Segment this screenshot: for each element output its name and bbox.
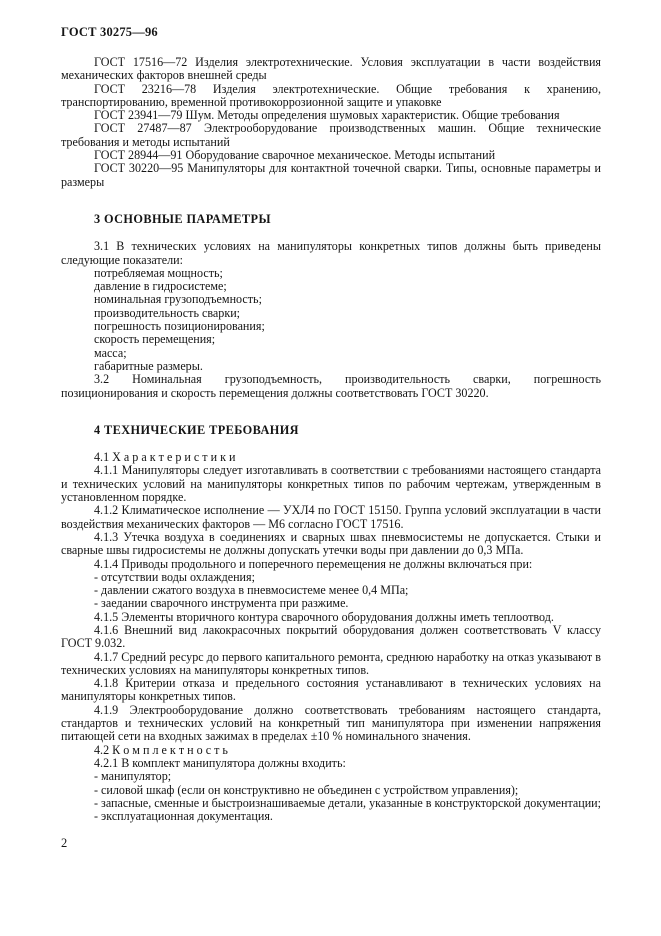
dash-list-item: - запасные, сменные и быстроизнашиваемые детали, указанные в конструкторской документации; xyxy=(94,795,602,810)
paragraph-3-2: 3.2 Номинальная грузоподъемность, производительность сварки, погрешность позиционирования и скорость перемещения должны соответствовать ГОСТ 30220. xyxy=(61,372,601,400)
section-4-heading: 4 ТЕХНИЧЕСКИЕ ТРЕБОВАНИЯ xyxy=(94,422,299,437)
dash-list-item: - отсутствии воды охлаждения; xyxy=(94,569,255,584)
dash-list-item: - манипулятор; xyxy=(94,769,172,784)
paragraph-4-1-5: 4.1.5 Элементы вторичного контура сварочного оборудования должны иметь теплоотвод. xyxy=(94,609,554,624)
dash-list-item: - заедании сварочного инструмента при разжиме. xyxy=(94,596,349,611)
indicator-list-item: производительность сварки; xyxy=(94,305,241,320)
indicator-list-item: давление в гидросистеме; xyxy=(94,279,227,294)
indicator-list-item: погрешность позиционирования; xyxy=(94,319,265,334)
reference-item: ГОСТ 23216—78 Изделия электротехнические. Общие требования к хранению, транспортированию, временной противокоррозионной защите и упаковке xyxy=(61,81,601,109)
reference-item: ГОСТ 30220—95 Манипуляторы для контактной точечной сварки. Типы, основные параметры и размеры xyxy=(61,161,601,189)
reference-item: ГОСТ 17516—72 Изделия электротехнические. Условия эксплуатации в части воздействия механических факторов внешней среды xyxy=(61,55,601,83)
dash-list-item: - давлении сжатого воздуха в пневмосистеме менее 0,4 МПа; xyxy=(94,583,409,598)
indicator-list-item: скорость перемещения; xyxy=(94,332,216,347)
paragraph-4-1-7: 4.1.7 Средний ресурс до первого капитального ремонта, среднюю наработку на отказ указывают в технических условиях на манипуляторы конкретных типов. xyxy=(61,649,601,677)
paragraph-4-1-4: 4.1.4 Приводы продольного и поперечного перемещения не должны включаться при: xyxy=(94,556,533,571)
reference-item: ГОСТ 23941—79 Шум. Методы определения шумовых характеристик. Общие требования xyxy=(94,108,560,123)
page-number: 2 xyxy=(61,836,68,850)
indicator-list-item: номинальная грузоподъемность; xyxy=(94,292,262,307)
paragraph-4-1-8: 4.1.8 Критерии отказа и предельного состояния устанавливают в технических условиях на манипуляторы конкретных типов. xyxy=(61,676,601,704)
doc-code-header: ГОСТ 30275—96 xyxy=(61,25,158,39)
indicator-list-item: масса; xyxy=(94,345,127,360)
paragraph-4-1-9: 4.1.9 Электрооборудование должно соответствовать требованиям настоящего стандарта, стандартов и технических условий на конкретный тип манипулятора при изменении напряжения питающей сети на входных зажимах в пределах ±10 % номинального значения. xyxy=(61,702,601,744)
paragraph-4-2-1: 4.2.1 В комплект манипулятора должны входить: xyxy=(94,755,346,770)
indicator-list-item: потребляемая мощность; xyxy=(94,265,223,280)
indicator-list-item: габаритные размеры. xyxy=(94,358,203,373)
paragraph-3-1: 3.1 В технических условиях на манипуляторы конкретных типов должны быть приведены следующие показатели: xyxy=(61,239,601,267)
reference-item: ГОСТ 27487—87 Электрооборудование производственных машин. Общие технические требования и методы испытаний xyxy=(61,121,601,149)
reference-item: ГОСТ 28944—91 Оборудование сварочное механическое. Методы испытаний xyxy=(94,148,496,163)
paragraph-4-1-1: 4.1.1 Манипуляторы следует изготавливать в соответствии с требованиями настоящего стандарта и технических условий на манипуляторы конкретных типов по рабочим чертежам, утвержденным в установленном порядке. xyxy=(61,463,601,505)
dash-list-item: - эксплуатационная документация. xyxy=(94,809,273,824)
section-3-heading: 3 ОСНОВНЫЕ ПАРАМЕТРЫ xyxy=(94,211,271,226)
document-body xyxy=(61,56,601,823)
dash-list-item: - силовой шкаф (если он конструктивно не объединен с устройством управления); xyxy=(94,782,519,797)
paragraph-4-1-2: 4.1.2 Климатическое исполнение — УХЛ4 по ГОСТ 15150. Группа условий эксплуатации в части воздействия механических факторов — М6 согласно ГОСТ 17516. xyxy=(61,503,601,531)
paragraph-4-2: 4.2 К о м п л е к т н о с т ь xyxy=(94,742,228,757)
paragraph-4-1-6: 4.1.6 Внешний вид лакокрасочных покрытий оборудования должен соответствовать V классу ГОСТ 9.032. xyxy=(61,622,601,651)
paragraph-4-1: 4.1 Х а р а к т е р и с т и к и xyxy=(94,450,236,465)
paragraph-4-1-3: 4.1.3 Утечка воздуха в соединениях и сварных швах пневмосистемы не допускается. Стыки и сварные швы гидросистемы не должны допускать утечки воды при давлении до 0,3 МПа. xyxy=(61,529,601,558)
